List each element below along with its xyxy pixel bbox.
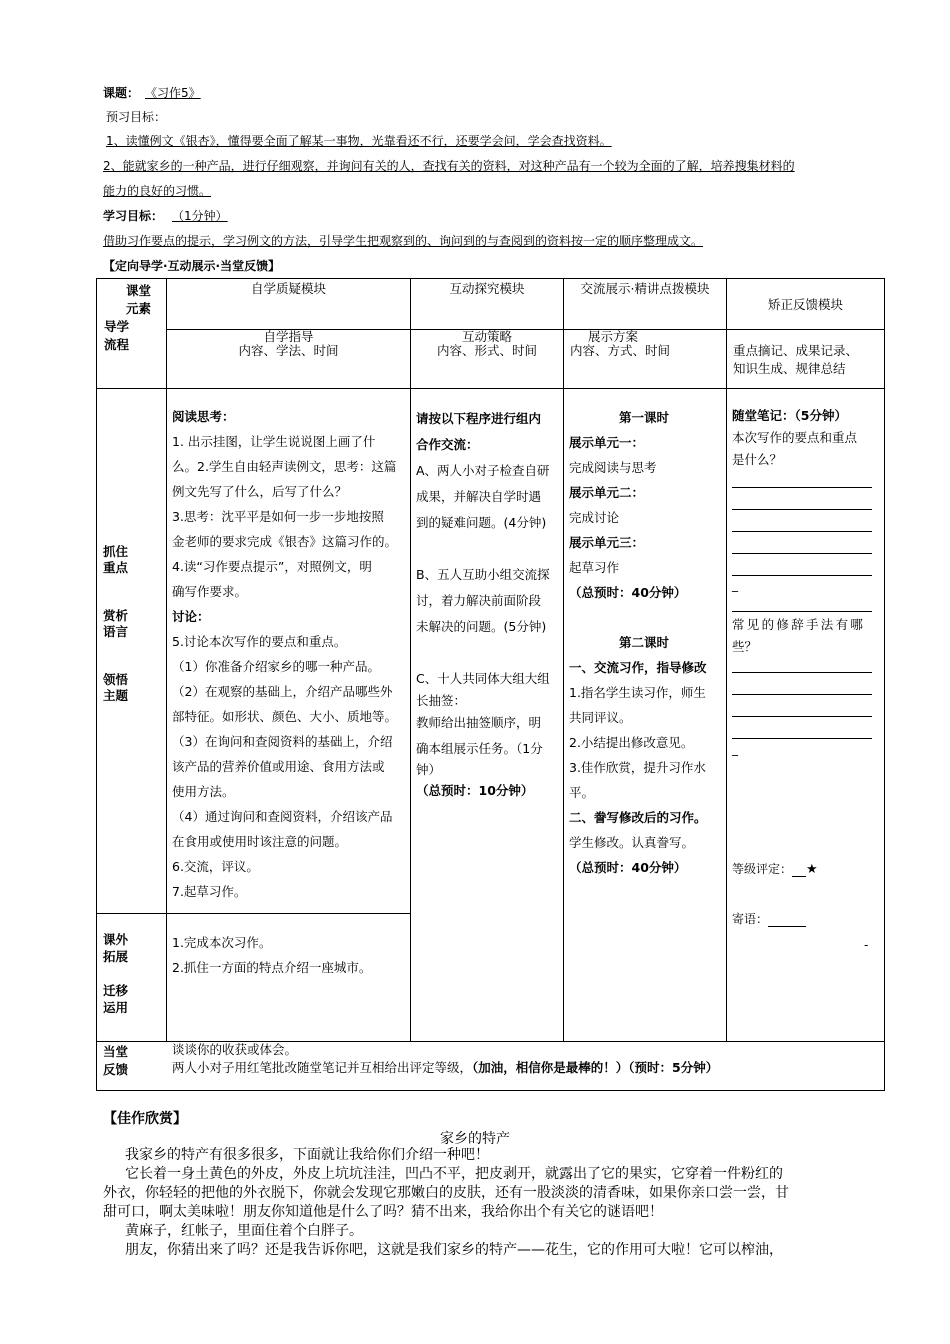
preview-goal-2: 2、能就家乡的一种产品，进行仔细观察，并询问有关的人，查找有关的资料，对这种产品有一个较为全面的了解，培养搜集材料的 bbox=[103, 159, 795, 173]
answer-line[interactable] bbox=[732, 719, 872, 739]
class-feedback-content: 谈谈你的收获或体会。 两人小对子用红笔批改随堂笔记并互相给出评定等级，（加油，相信你是最棒的！）（预时：5分钟） bbox=[172, 1042, 719, 1075]
topic-value: 《习作5》 bbox=[145, 86, 201, 100]
row-label-focus: 抓住 重点 赏析 语言 领悟 主题 bbox=[103, 544, 129, 703]
star-icon: ★ bbox=[806, 862, 818, 877]
appreciation-title: 【佳作欣赏】 bbox=[103, 1111, 187, 1127]
grade-row bbox=[732, 860, 818, 877]
module-display: 交流展示·精讲点拨模块 bbox=[580, 281, 710, 296]
answer-line[interactable] bbox=[732, 675, 872, 695]
preview-goal-3: 能力的良好的习惯。 bbox=[103, 184, 212, 198]
corner-label: 课堂 元素 导学 流程 bbox=[104, 283, 152, 352]
section-title: 【定向导学·互动展示·当堂反馈】 bbox=[103, 259, 281, 273]
remark-label: 寄语： bbox=[732, 912, 769, 926]
preview-label: 预习目标： bbox=[106, 110, 167, 124]
feedback-notes: 随堂笔记：（5分钟） 本次写作的要点和重点 是什么？ bbox=[732, 408, 858, 467]
subheader-feedback: 重点摘记、成果记录、 知识生成、规律总结 bbox=[733, 343, 859, 376]
answer-line[interactable] bbox=[732, 534, 872, 554]
row-label-class-feedback: 当堂 反馈 bbox=[103, 1044, 129, 1077]
feedback-dash-1: _ bbox=[732, 578, 738, 592]
feedback-dash-2: _ bbox=[732, 742, 738, 756]
answer-line[interactable] bbox=[732, 490, 872, 510]
answer-line[interactable] bbox=[732, 512, 872, 532]
feedback-lines-1 bbox=[732, 468, 872, 578]
module-feedback: 矫正反馈模块 bbox=[767, 297, 843, 312]
feedback-lines-2 bbox=[732, 653, 872, 741]
interactive-content: 请按以下程序进行组内 合作交流： A、两人小对子检查自研 成果，并解决自学时遇 到的疑难问题。(4分钟) B、五人互助小组交流探 讨，着力解决前面阶段 未解决的问题。(5分钟) C、十人共同体大组大组 长抽签： 教师给出抽签顺序，明 确本组展示任务。（1分 钟） （总预时：10分钟） bbox=[416, 411, 550, 798]
remark-blank[interactable] bbox=[768, 912, 806, 927]
display-content: 第一课时 展示单元一： 完成阅读与思考 展示单元二： 完成讨论 展示单元三： 起草习作 （总预时：40分钟） 第二课时 一、交流习作，指导修改 1.指名学生读习作，师生 共同评议。 2.小结提出修改意见。 3.佳作欣赏，提升习作水 平。 二、誊写修改后的习作。 学生修改。认真誊写。 （总预时：40分钟） bbox=[569, 410, 707, 875]
study-label: 学习目标： bbox=[103, 209, 164, 223]
subheader-interactive: 互动策略 内容、形式、时间 bbox=[436, 329, 537, 358]
extension-content: 1.完成本次习作。 2.抓住一方面的特点介绍一座城市。 bbox=[172, 935, 372, 975]
study-goal: 借助习作要点的提示，学习例文的方法，引导学生把观察到的、询问到的与查阅到的资料按一定的顺序整理成文。 bbox=[103, 234, 704, 248]
subheader-self-study: 自学指导 内容、学法、时间 bbox=[238, 329, 339, 358]
feedback-trailing-dash: - bbox=[864, 938, 869, 952]
remark-row bbox=[732, 910, 806, 927]
answer-line[interactable] bbox=[732, 653, 872, 673]
subheader-display: 展示方案 内容、方式、时间 bbox=[570, 329, 671, 358]
answer-line[interactable] bbox=[732, 697, 872, 717]
feedback-q2: 常见的修辞手法有哪 些？ bbox=[732, 617, 866, 654]
answer-line[interactable] bbox=[732, 556, 872, 576]
topic-label: 课题： bbox=[103, 86, 140, 100]
answer-line[interactable] bbox=[732, 468, 872, 488]
preview-goal-1: 1、读懂例文《银杏》，懂得要全面了解某一事物，光靠看还不行，还要学会问，学会查找资料。 bbox=[106, 134, 612, 148]
row-label-extension: 课外 拓展 迁移 运用 bbox=[103, 932, 129, 1015]
self-study-content: 阅读思考： 1. 出示挂图，让学生说说图上画了什 么。2.学生自由轻声读例文，思考：这篇 例文先写了什么，后写了什么？ 3.思考：沈平平是如何一步一步地按照 金老师的要求完成《银杏》这篇习作的。 4.读“习作要点提示”，对照例文，明 确写作要求。 讨论： 5.讨论本次写作的要点和重点。 （1）你准备介绍家乡的哪一种产品。 （2）在观察的基础上，介绍产品哪些外 部特征。如形状、颜色、大小、质地等。 （3）在询问和查阅资料的基础上，介绍 该产品的营养价值或用途、食用方法或 使用方法。 （4）通过询问和查阅资料，介绍该产品 在食用或使用时该注意的问题。 6.交流，评议。 7.起草习作。 bbox=[172, 409, 398, 899]
answer-line[interactable] bbox=[732, 592, 872, 612]
grade-label: 等级评定： bbox=[732, 862, 793, 876]
essay-body: 我家乡的特产有很多很多，下面就让我给你们介绍一种吧！ 它长着一身土黄色的外皮，外皮上坑坑洼洼，凹凸不平，把皮剥开，就露出了它的果实，它穿着一件粉红的 外衣，你轻轻的把他的外衣脱下，你就会发现它那嫩白的皮肤，还有一股淡淡的清香味，如果你亲口尝一尝，甘 甜可口，啊太美味啦！朋友你知道他是什么了吗？猜不出来，我给你出个有关它的谜语吧！ 黄麻子，红帐子，里面住着个白胖子。 朋友，你猜出来了吗？还是我告诉你吧，这就是我们家乡的特产——花生，它的作用可大啦！它可以榨油， bbox=[103, 1147, 789, 1258]
study-time: （1分钟） bbox=[172, 209, 228, 223]
module-interactive: 互动探究模块 bbox=[449, 281, 525, 296]
grade-blank[interactable] bbox=[792, 862, 806, 877]
module-self-study: 自学质疑模块 bbox=[250, 281, 326, 296]
feedback-line-extra bbox=[732, 592, 872, 612]
essay-title: 家乡的特产 bbox=[440, 1131, 510, 1147]
